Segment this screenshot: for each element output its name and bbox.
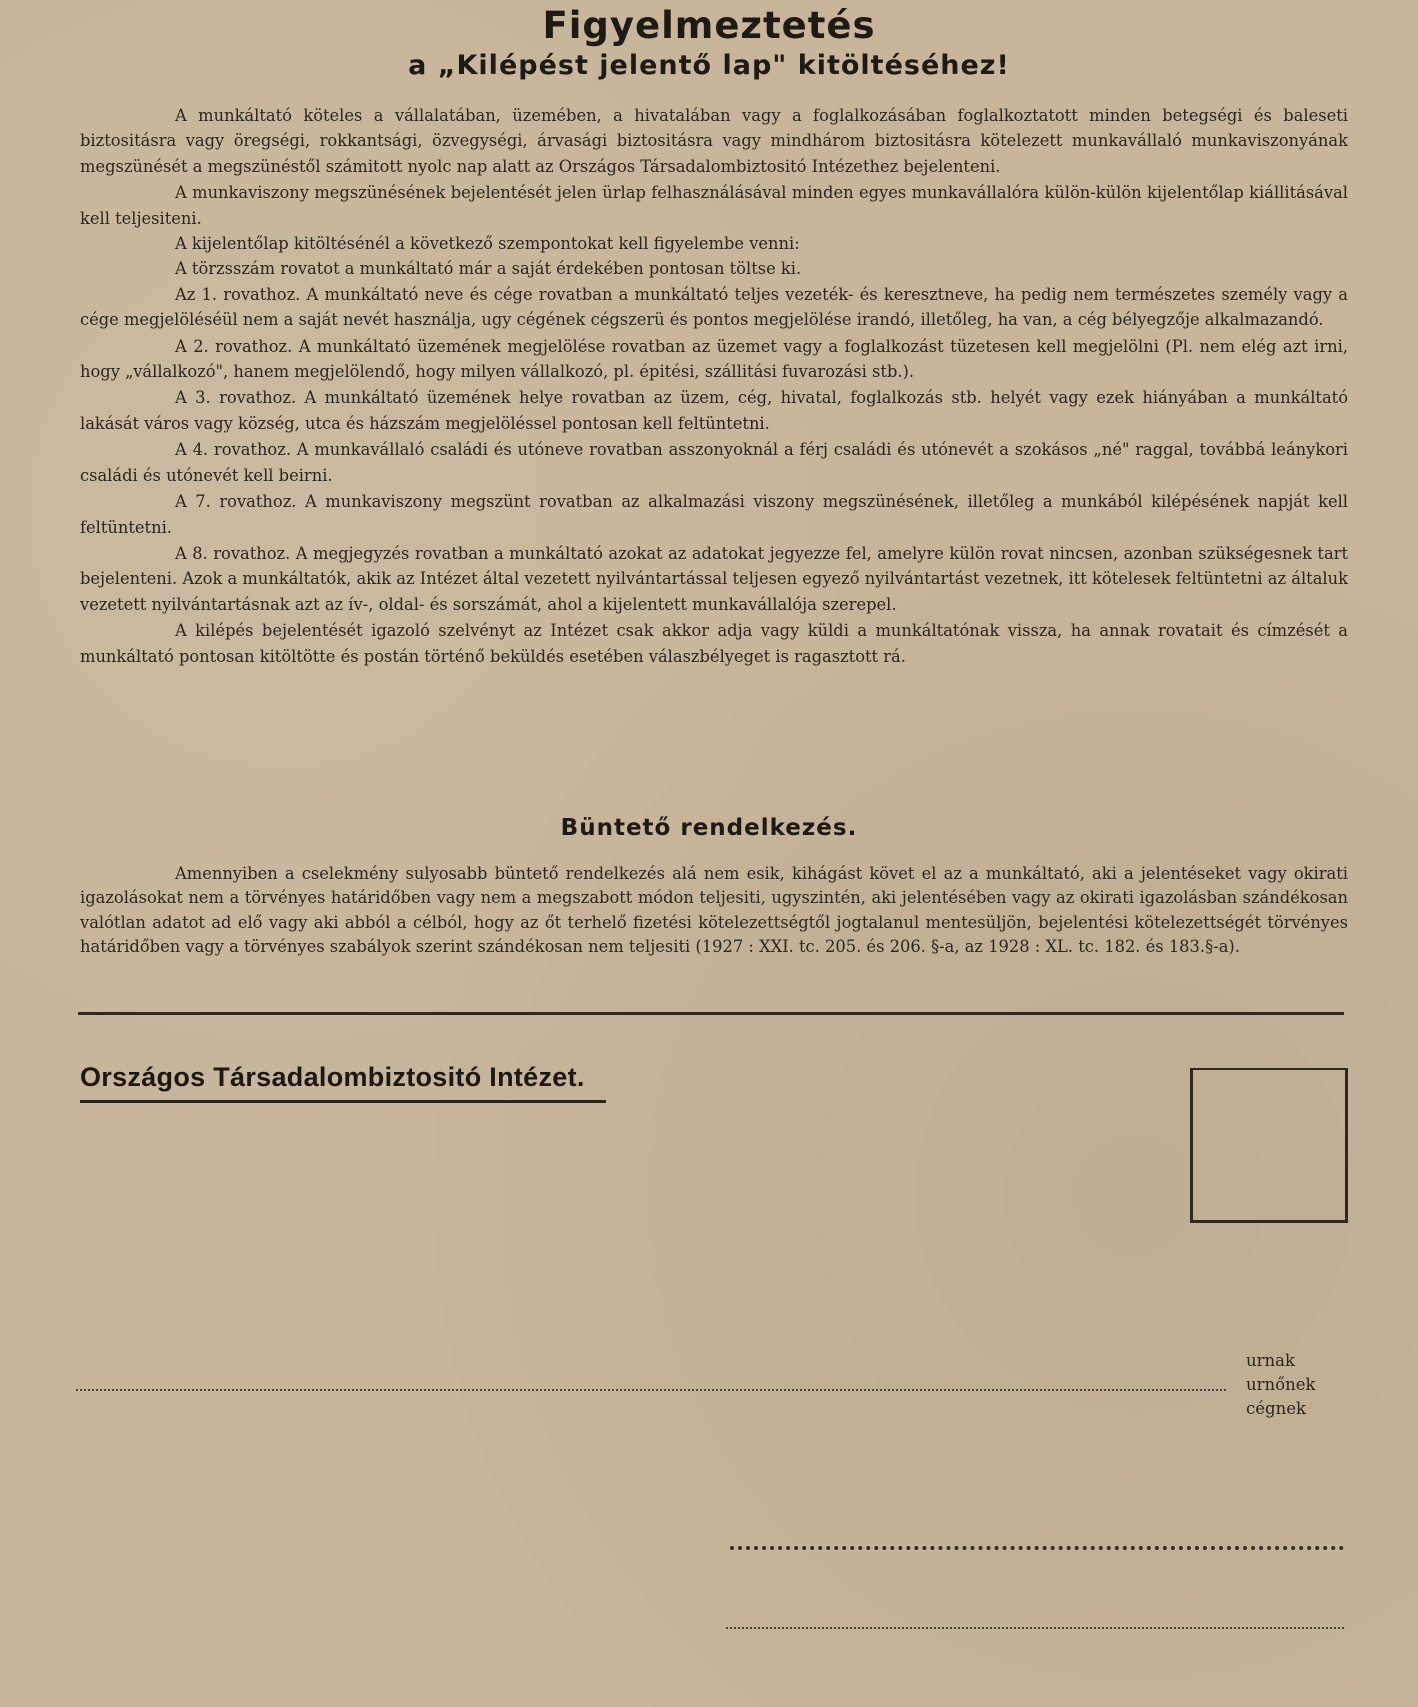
instruction-paragraph: A munkaviszony megszünésének bejelentését jelen ürlap felhasználásával minden egyes munkavállalóra külön-külön kijelentőlap kiállitásával kell teljesiteni. xyxy=(80,183,1348,228)
address-line xyxy=(730,1546,1344,1550)
page-subtitle: a „Kilépést jelentő lap" kitöltéséhez! xyxy=(408,50,1010,81)
address-suffix: urnak xyxy=(1246,1351,1295,1370)
penalty-section xyxy=(80,862,1348,960)
address-suffix: urnőnek xyxy=(1246,1375,1316,1394)
institute-name: Országos Társadalombiztositó Intézet. xyxy=(80,1062,585,1092)
penalty-heading: Büntető rendelkezés. xyxy=(560,815,858,841)
instruction-paragraph: Az 1. rovathoz. A munkáltató neve és cége rovatban a munkáltató teljes vezeték- és keresztneve, ha pedig nem természetes személy vagy a cége megjelöléséül nem a saját nevét használja, ugy cégének cégszerü és pontos megjelölése irandó, illetőleg, ha van, a cég bélyegzője alkalmazandó. xyxy=(80,284,1348,330)
instruction-paragraph: A 2. rovathoz. A munkáltató üzemének megjelölése rovatban az üzemet vagy a foglalkozást tüzetesen kell megjelölni (Pl. nem elég azt irni, hogy „vállalkozó", hanem megjelölendő, hogy milyen vállalkozó, pl. épitési, szállitási fuvarozási stb.). xyxy=(80,336,1348,382)
instructions-section xyxy=(80,103,1348,669)
stamp-box xyxy=(1190,1068,1348,1223)
instruction-paragraph: A munkáltató köteles a vállalatában, üzemében, a hivatalában vagy a foglalkozásában foglalkoztatott minden betegségi és baleseti biztositásra vagy öregségi, rokkantsági, özvegységi, árvasági biztositásra vagy mindhárom biztositásra kötelezett munkavállaló munkaviszonyának megszünését a megszünéstől számitott nyolc nap alatt az Országos Társadalombiztositó Intézethez bejelenteni. xyxy=(80,106,1348,176)
address-line xyxy=(726,1627,1344,1629)
divider xyxy=(78,1012,1344,1015)
penalty-paragraph: Amennyiben a cselekmény sulyosabb büntető rendelkezés alá nem esik, kihágást követ el az a munkáltató, aki a jelentéseket vagy okirati igazolásokat nem a törvényes határidőben vagy nem a megszabott módon teljesiti, ugyszintén, aki jelentésében vagy az okirati igazolásban szándékosan valótlan adatot ad elő vagy aki abból a célból, hogy az őt terhelő fizetési kötelezettségtől jogtalanul mentesüljön, bejelentési kötelezettségét törvényes határidőben vagy a törvényes szabályok szerint szándékosan nem teljesiti (1927 : XXI. tc. 205. és 206. §-a, az 1928 : XL. tc. 182. és 183.§-a). xyxy=(80,864,1348,957)
page-title: Figyelmeztetés xyxy=(542,4,876,47)
instruction-paragraph: A kijelentőlap kitöltésénél a következő szempontokat kell figyelembe venni: xyxy=(175,234,800,254)
instruction-paragraph: A 3. rovathoz. A munkáltató üzemének helye rovatban az üzem, cég, hivatal, foglalkozás stb. helyét vagy ezek hiányában a munkáltató lakását város vagy község, utca és házszám megjelöléssel pontosan kell feltüntetni. xyxy=(80,388,1348,433)
instruction-paragraph: A 8. rovathoz. A megjegyzés rovatban a munkáltató azokat az adatokat jegyezze fel, amelyre külön rovat nincsen, azonban szükségesnek tart bejelenteni. Azok a munkáltatók, akik az Intézet által vezetett nyilvántartással teljesen egyező nyilvántartást vezetnek, itt kötelesek feltüntetni az általuk vezetett nyilvántartásnak azt az ív-, oldal- és sorszámát, ahol a kijelentett munkavállalója szerepel. xyxy=(80,543,1348,614)
address-suffix: cégnek xyxy=(1246,1399,1306,1418)
instruction-paragraph: A 4. rovathoz. A munkavállaló családi és utóneve rovatban asszonyoknál a férj családi és utónevét a szokásos „né" raggal, továbbá leánykori családi és utónevét kell beirni. xyxy=(80,440,1348,485)
address-line xyxy=(76,1389,1226,1391)
instruction-paragraph: A 7. rovathoz. A munkaviszony megszünt rovatban az alkalmazási viszony megszünésének, illetőleg a munkából kilépésének napját kell feltüntetni. xyxy=(80,492,1348,537)
instruction-paragraph: A törzsszám rovatot a munkáltató már a saját érdekében pontosan töltse ki. xyxy=(175,259,802,279)
institute-underline xyxy=(80,1100,606,1103)
instruction-paragraph: A kilépés bejelentését igazoló szelvényt az Intézet csak akkor adja vagy küldi a munkáltatónak vissza, ha annak rovatait és címzését a munkáltató pontosan kitöltötte és postán történő beküldés esetében válaszbélyeget is ragasztott rá. xyxy=(80,621,1348,666)
